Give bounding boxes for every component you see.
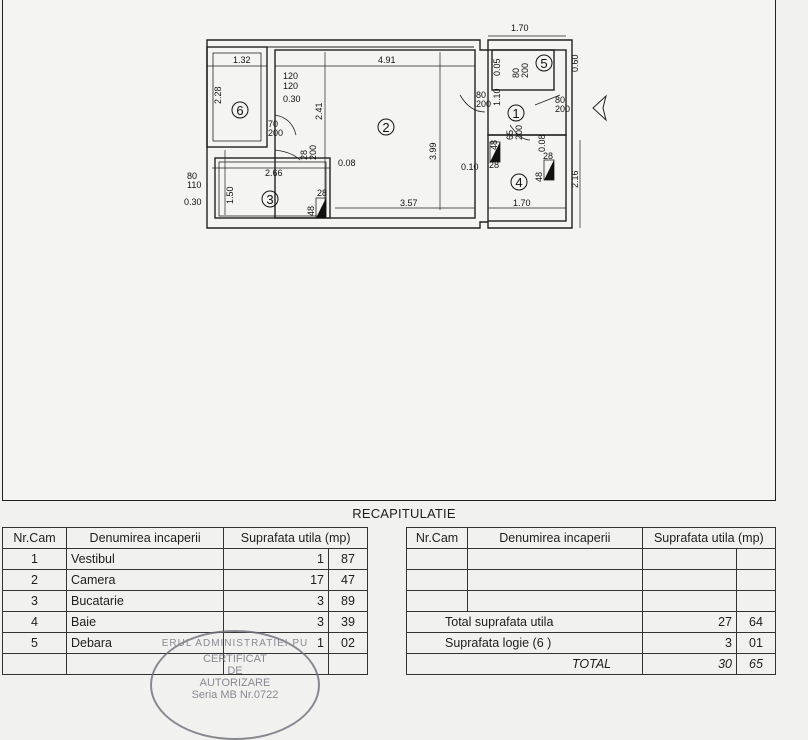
dimension-label: 48 <box>306 205 316 216</box>
dimension-label: 0.30 <box>184 197 202 207</box>
dimension-label: 2.16 <box>570 170 580 188</box>
dimension-label: 48 <box>534 171 544 182</box>
dimension-label: 2.66 <box>265 168 283 178</box>
dimension-label: 80 200 <box>555 95 571 114</box>
dimension-label: 0.05 <box>492 58 502 76</box>
dimension-label: 80 200 <box>476 90 492 109</box>
dimension-label: 65200 <box>505 124 524 140</box>
dimension-label: 28200 <box>299 144 318 160</box>
dimension-label: 80200 <box>511 62 530 78</box>
dimension-label: 2.28 <box>213 86 223 104</box>
dimension-label: 2.41 <box>314 102 324 120</box>
dimension-label: 70 200 <box>268 119 284 138</box>
col-header-denumire: Denumirea incaperii <box>468 528 643 549</box>
dimension-label: 0.60 <box>570 54 580 72</box>
col-header-suprafata: Suprafata utila (mp) <box>224 528 368 549</box>
dimension-label: 1.50 <box>225 186 235 204</box>
right-recap-table <box>406 527 776 675</box>
dimension-label: 3.57 <box>400 198 418 208</box>
room-number: 3 <box>266 192 274 207</box>
table-row: 1 Vestibul 1 87 <box>3 549 368 570</box>
north-arrow-icon <box>593 96 606 120</box>
room-number: 2 <box>382 120 390 135</box>
table-row: 5 Debara 1 02 <box>3 633 368 654</box>
col-header-suprafata: Suprafata utila (mp) <box>642 528 775 549</box>
dimension-label: 1.70 <box>511 23 529 33</box>
wall-room-2 <box>275 50 475 218</box>
dimension-label: 0.30 <box>283 94 301 104</box>
room-number: 5 <box>540 56 548 71</box>
col-header-nr: Nr.Cam <box>407 528 468 549</box>
authorization-stamp: ERUL ADMINISTRATIEI PU CERTIFICAT DE AUTORIZARE Seria MB Nr.0722 <box>150 630 320 740</box>
dimension-label: 1.10 <box>492 88 502 106</box>
dimension-label: 80 110 <box>187 171 202 190</box>
room-number: 6 <box>236 103 244 118</box>
dimension-label: 120 <box>283 71 299 81</box>
room-number: 4 <box>515 175 523 190</box>
dimension-label: 120 <box>283 81 299 91</box>
dimension-label: 0.08 <box>338 158 356 168</box>
dimension-label: 1.32 <box>233 55 251 65</box>
room-number: 1 <box>512 106 520 121</box>
dimension-label: 28 <box>489 160 500 170</box>
dimension-label: 1.70 <box>513 198 531 208</box>
total-utila-row: Total suprafata utila 27 64 <box>407 612 776 633</box>
table-row: 3 Bucatarie 3 89 <box>3 591 368 612</box>
dimension-label: 4.91 <box>378 55 396 65</box>
dimension-label: 48 <box>489 139 499 150</box>
logie-row: Suprafata logie (6 ) 3 01 <box>407 633 776 654</box>
dimension-label: 0.10 <box>461 162 479 172</box>
recap-title: RECAPITULATIE <box>352 506 456 521</box>
table-row: 4 Baie 3 39 <box>3 612 368 633</box>
col-header-denumire: Denumirea incaperii <box>67 528 224 549</box>
dimension-label: 3.99 <box>428 142 438 160</box>
dimension-label: 28 <box>317 188 328 198</box>
col-header-nr: Nr.Cam <box>3 528 67 549</box>
dimension-label: 0.08 <box>537 134 547 152</box>
dimension-label: 28 <box>543 151 554 161</box>
total-row: TOTAL 30 65 <box>407 654 776 675</box>
table-row: 2 Camera 17 47 <box>3 570 368 591</box>
